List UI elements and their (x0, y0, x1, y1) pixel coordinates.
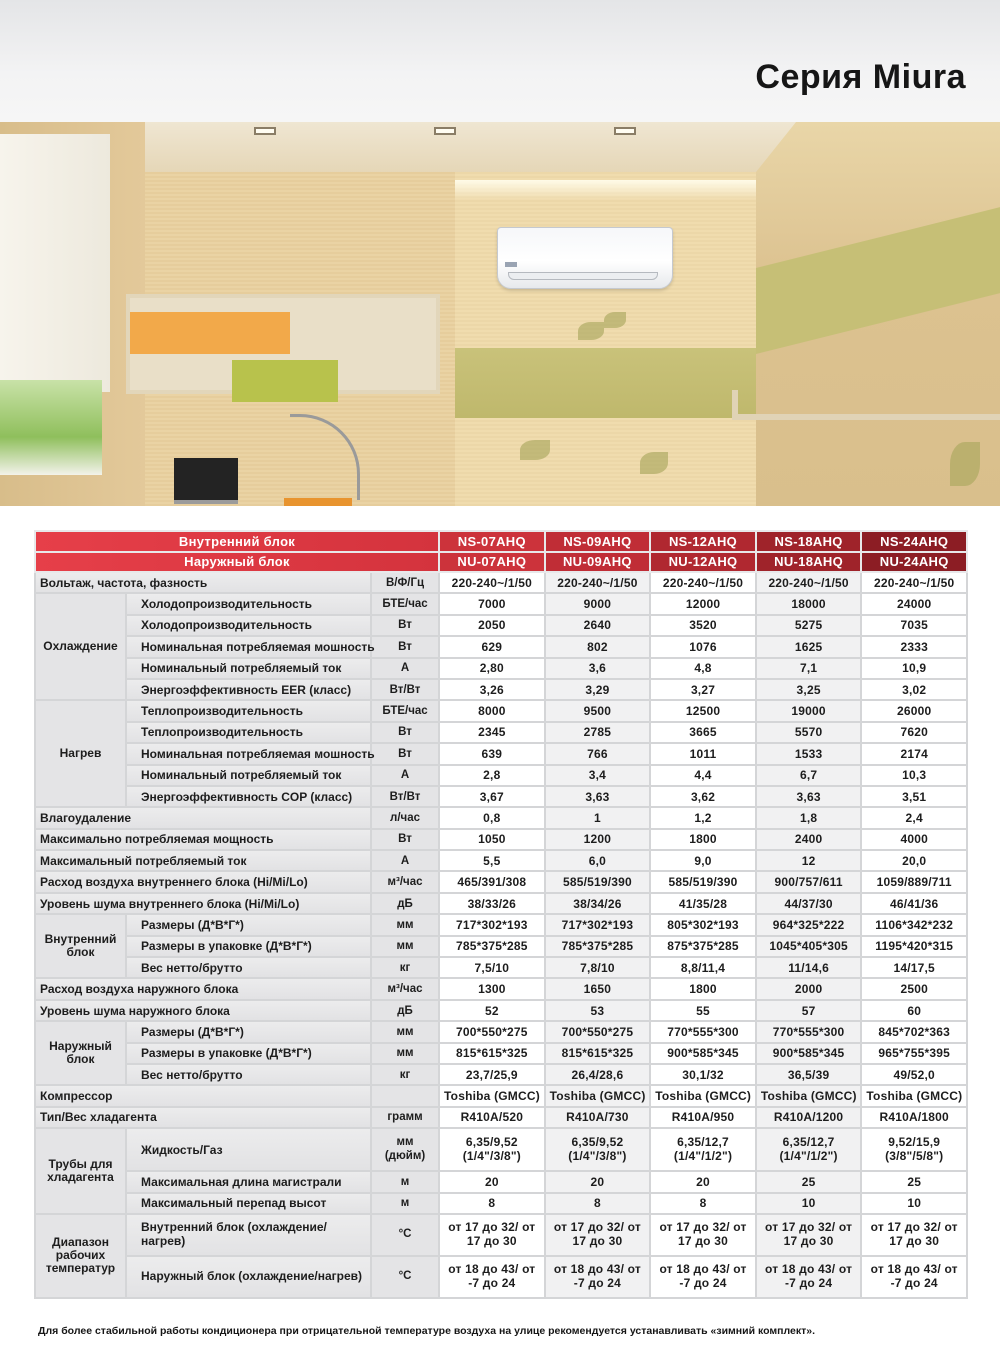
spec-value: 3665 (650, 722, 756, 743)
spec-value: 14/17,5 (861, 957, 967, 978)
model-outdoor: NU-12AHQ (650, 552, 756, 573)
spec-value: 6,35/12,7 (1/4"/1/2") (756, 1128, 862, 1171)
spec-label: Внутренний блок (охлаждение/нагрев) (126, 1214, 371, 1256)
spec-value: 6,35/12,7 (1/4"/1/2") (650, 1128, 756, 1171)
spec-unit: БТЕ/час (371, 700, 439, 721)
spec-value: 44/37/30 (756, 893, 862, 914)
spec-value: 1625 (756, 636, 862, 657)
window-with-plants (0, 380, 102, 475)
spec-value: 766 (545, 743, 651, 764)
spec-value: 20 (439, 1171, 545, 1192)
spec-value: 3,63 (756, 786, 862, 807)
ceiling-spotlight-icon (434, 127, 456, 135)
outdoor-unit-header: Наружный блок (35, 552, 439, 573)
spec-row (35, 1021, 967, 1042)
spec-value: 1050 (439, 829, 545, 850)
spec-row (35, 957, 967, 978)
group-label-heating: Нагрев (35, 700, 126, 807)
spec-value: 802 (545, 636, 651, 657)
spec-value: 585/519/390 (545, 871, 651, 892)
spec-value: 2,4 (861, 807, 967, 828)
bookshelf-orange-panel (130, 312, 290, 354)
bookshelf-green-panel (232, 360, 338, 402)
spec-value: 7,5/10 (439, 957, 545, 978)
spec-row (35, 743, 967, 764)
spec-unit (371, 1085, 439, 1106)
spec-unit: мм (371, 1043, 439, 1064)
spec-value: 1,2 (650, 807, 756, 828)
spec-value: 3,25 (756, 679, 862, 700)
spec-unit: л/час (371, 807, 439, 828)
leaf-pattern-icon (578, 322, 604, 340)
spec-label: Максимально потребляемая мощность (35, 829, 371, 850)
spec-value: 7,1 (756, 658, 862, 679)
spec-value: 5275 (756, 615, 862, 636)
spec-value: 2640 (545, 615, 651, 636)
spec-value: 1011 (650, 743, 756, 764)
spec-unit: м³/час (371, 978, 439, 999)
spec-label: Теплопроизводительность (126, 700, 371, 721)
spec-value: Toshiba (GMCC) (756, 1085, 862, 1106)
spec-row (35, 658, 967, 679)
spec-table (34, 530, 968, 1299)
spec-value: 5,5 (439, 850, 545, 871)
spec-value: 965*755*395 (861, 1043, 967, 1064)
spec-row (35, 829, 967, 850)
spec-value: 55 (650, 1000, 756, 1021)
ceiling-spotlight-icon (614, 127, 636, 135)
spec-unit: БТЕ/час (371, 593, 439, 614)
spec-label: Расход воздуха наружного блока (35, 978, 371, 999)
spec-unit: мм (371, 936, 439, 957)
spec-unit: кг (371, 957, 439, 978)
spec-row (35, 1171, 967, 1192)
spec-value: 9000 (545, 593, 651, 614)
spec-value: 38/34/26 (545, 893, 651, 914)
spec-unit: кг (371, 1064, 439, 1085)
spec-label: Вес нетто/брутто (126, 1064, 371, 1085)
spec-row (35, 593, 967, 614)
spec-value: от 18 до 43/ от -7 до 24 (650, 1256, 756, 1298)
model-outdoor: NU-07AHQ (439, 552, 545, 573)
spec-value: 3,6 (545, 658, 651, 679)
spec-value: 10 (861, 1193, 967, 1214)
spec-value: 700*550*275 (439, 1021, 545, 1042)
spec-value: 805*302*193 (650, 914, 756, 935)
spec-value: 2785 (545, 722, 651, 743)
spec-value: 7,8/10 (545, 957, 651, 978)
spec-label: Номинальный потребляемый ток (126, 765, 371, 786)
model-indoor: NS-07AHQ (439, 531, 545, 552)
spec-row (35, 871, 967, 892)
spec-label: Наружный блок (охлаждение/нагрев) (126, 1256, 371, 1298)
spec-row (35, 1085, 967, 1106)
spec-value: 785*375*285 (545, 936, 651, 957)
spec-unit: грамм (371, 1107, 439, 1128)
spec-value: 10 (756, 1193, 862, 1214)
spec-label: Компрессор (35, 1085, 371, 1106)
spec-value: 19000 (756, 700, 862, 721)
spec-label: Размеры (Д*В*Г*) (126, 914, 371, 935)
spec-unit: А (371, 765, 439, 786)
spec-value: 12 (756, 850, 862, 871)
ceiling-light-strip (455, 180, 760, 200)
spec-value: 465/391/308 (439, 871, 545, 892)
wall-shelf (732, 390, 1000, 420)
spec-value: 3,26 (439, 679, 545, 700)
spec-value: 2333 (861, 636, 967, 657)
spec-value: 2174 (861, 743, 967, 764)
spec-value: 24000 (861, 593, 967, 614)
spec-value: от 18 до 43/ от -7 до 24 (756, 1256, 862, 1298)
spec-value: 57 (756, 1000, 862, 1021)
spec-value: R410A/520 (439, 1107, 545, 1128)
spec-unit: Вт (371, 636, 439, 657)
spec-value: 8000 (439, 700, 545, 721)
spec-unit: м (371, 1193, 439, 1214)
spec-unit: Вт (371, 743, 439, 764)
model-indoor: NS-12AHQ (650, 531, 756, 552)
spec-row (35, 1064, 967, 1085)
spec-unit: °С (371, 1256, 439, 1298)
spec-value: 220-240~/1/50 (756, 572, 862, 593)
group-label-cooling: Охлаждение (35, 593, 126, 700)
spec-value: 1059/889/711 (861, 871, 967, 892)
spec-value: от 17 до 32/ от 17 до 30 (650, 1214, 756, 1256)
spec-value: R410A/1800 (861, 1107, 967, 1128)
spec-row (35, 1107, 967, 1128)
spec-value: 8,8/11,4 (650, 957, 756, 978)
spec-value: 9500 (545, 700, 651, 721)
spec-value: 18000 (756, 593, 862, 614)
spec-value: от 18 до 43/ от -7 до 24 (861, 1256, 967, 1298)
brand-logo-icon (505, 262, 517, 267)
spec-value: 11/14,6 (756, 957, 862, 978)
spec-row (35, 850, 967, 871)
spec-value: 20 (545, 1171, 651, 1192)
spec-row (35, 615, 967, 636)
spec-value: 60 (861, 1000, 967, 1021)
spec-value: 9,0 (650, 850, 756, 871)
spec-value: Toshiba (GMCC) (650, 1085, 756, 1106)
spec-row (35, 1256, 967, 1298)
spec-value: 1300 (439, 978, 545, 999)
spec-label: Расход воздуха внутреннего блока (Hi/Mi/Lo) (35, 871, 371, 892)
spec-value: 12000 (650, 593, 756, 614)
spec-unit: Вт/Вт (371, 679, 439, 700)
spec-unit: Вт (371, 615, 439, 636)
spec-value: 12500 (650, 700, 756, 721)
spec-value: 220-240~/1/50 (650, 572, 756, 593)
spec-value: 38/33/26 (439, 893, 545, 914)
spec-value: Toshiba (GMCC) (439, 1085, 545, 1106)
spec-value: 20,0 (861, 850, 967, 871)
spec-value: 220-240~/1/50 (545, 572, 651, 593)
spec-row (35, 572, 967, 593)
footnote: Для более стабильной работы кондиционера при отрицательной температуре воздуха на улице рекомендуется устанавливать «зимний комплект». (38, 1325, 815, 1337)
spec-label: Вольтаж, частота, фазность (35, 572, 371, 593)
spec-label: Размеры в упаковке (Д*В*Г*) (126, 1043, 371, 1064)
spec-value: 639 (439, 743, 545, 764)
spec-unit: А (371, 850, 439, 871)
spec-value: от 18 до 43/ от -7 до 24 (545, 1256, 651, 1298)
spec-value: 49/52,0 (861, 1064, 967, 1085)
spec-value: 3,29 (545, 679, 651, 700)
roller-blind (0, 134, 110, 392)
spec-value: 8 (545, 1193, 651, 1214)
spec-value: 10,9 (861, 658, 967, 679)
spec-value: 815*615*325 (545, 1043, 651, 1064)
spec-value: от 17 до 32/ от 17 до 30 (545, 1214, 651, 1256)
spec-value: Toshiba (GMCC) (545, 1085, 651, 1106)
spec-unit: °С (371, 1214, 439, 1256)
spec-label: Максимальный перепад высот (126, 1193, 371, 1214)
spec-value: 6,0 (545, 850, 651, 871)
spec-value: 585/519/390 (650, 871, 756, 892)
spec-value: 900/757/611 (756, 871, 862, 892)
spec-value: R410A/730 (545, 1107, 651, 1128)
spec-value: 2345 (439, 722, 545, 743)
spec-value: 20 (650, 1171, 756, 1192)
spec-value: 2400 (756, 829, 862, 850)
spec-row (35, 914, 967, 935)
spec-unit: мм (371, 1021, 439, 1042)
spec-value: 9,52/15,9 (3/8"/5/8") (861, 1128, 967, 1171)
spec-label: Номинальный потребляемый ток (126, 658, 371, 679)
spec-value: 2000 (756, 978, 862, 999)
spec-value: 6,7 (756, 765, 862, 786)
spec-value: 964*325*222 (756, 914, 862, 935)
spec-value: 3,27 (650, 679, 756, 700)
spec-label: Теплопроизводительность (126, 722, 371, 743)
spec-row (35, 807, 967, 828)
spec-unit: мм (371, 914, 439, 935)
spec-value: 220-240~/1/50 (861, 572, 967, 593)
group-label-indoor-unit: Внутренний блок (35, 914, 126, 978)
ceiling-spotlight-icon (254, 127, 276, 135)
spec-row (35, 1043, 967, 1064)
spec-unit: дБ (371, 893, 439, 914)
spec-label: Максимальная длина магистрали (126, 1171, 371, 1192)
spec-value: 7035 (861, 615, 967, 636)
spec-value: 770*555*300 (756, 1021, 862, 1042)
spec-row (35, 1128, 967, 1171)
leaf-pattern-icon (640, 452, 668, 474)
model-indoor: NS-24AHQ (861, 531, 967, 552)
green-wallpaper-band (455, 348, 760, 418)
spec-value: от 18 до 43/ от -7 до 24 (439, 1256, 545, 1298)
spec-value: 46/41/36 (861, 893, 967, 914)
spec-value: 7620 (861, 722, 967, 743)
spec-value: 1650 (545, 978, 651, 999)
spec-value: от 17 до 32/ от 17 до 30 (756, 1214, 862, 1256)
spec-label: Размеры в упаковке (Д*В*Г*) (126, 936, 371, 957)
spec-value: 2050 (439, 615, 545, 636)
spec-value: 875*375*285 (650, 936, 756, 957)
spec-value: Toshiba (GMCC) (861, 1085, 967, 1106)
spec-label: Тип/Вес хладагента (35, 1107, 371, 1128)
spec-value: 2500 (861, 978, 967, 999)
spec-label: Максимальный потребляемый ток (35, 850, 371, 871)
spec-row (35, 1000, 967, 1021)
spec-value: 220-240~/1/50 (439, 572, 545, 593)
spec-label: Размеры (Д*В*Г*) (126, 1021, 371, 1042)
spec-value: 7000 (439, 593, 545, 614)
header-row-indoor (35, 531, 967, 552)
spec-value: 900*585*345 (756, 1043, 862, 1064)
leaf-pattern-icon (950, 442, 980, 486)
spec-value: 4000 (861, 829, 967, 850)
spec-value: от 17 до 32/ от 17 до 30 (861, 1214, 967, 1256)
spec-value: 815*615*325 (439, 1043, 545, 1064)
spec-row (35, 1214, 967, 1256)
spec-value: 1800 (650, 829, 756, 850)
spec-unit: м (371, 1171, 439, 1192)
air-vent (508, 272, 658, 280)
spec-value: 1045*405*305 (756, 936, 862, 957)
spec-row (35, 722, 967, 743)
spec-unit: м³/час (371, 871, 439, 892)
spec-unit: В/Ф/Гц (371, 572, 439, 593)
spec-label: Холодопроизводительность (126, 593, 371, 614)
spec-row (35, 636, 967, 657)
spec-value: 1,8 (756, 807, 862, 828)
spec-value: 25 (756, 1171, 862, 1192)
spec-label: Жидкость/Газ (126, 1128, 371, 1171)
accent-wall (455, 172, 760, 506)
spec-value: 3,51 (861, 786, 967, 807)
spec-value: 1 (545, 807, 651, 828)
spec-unit: Вт (371, 829, 439, 850)
spec-value: 41/35/28 (650, 893, 756, 914)
model-indoor: NS-18AHQ (756, 531, 862, 552)
spec-value: R410A/950 (650, 1107, 756, 1128)
spec-value: 3520 (650, 615, 756, 636)
laptop-icon (174, 458, 238, 504)
spec-value: от 17 до 32/ от 17 до 30 (439, 1214, 545, 1256)
spec-label: Уровень шума внутреннего блока (Hi/Mi/Lo) (35, 893, 371, 914)
spec-value: 4,8 (650, 658, 756, 679)
spec-row (35, 679, 967, 700)
spec-value: 3,63 (545, 786, 651, 807)
spec-value: 900*585*345 (650, 1043, 756, 1064)
spec-value: R410A/1200 (756, 1107, 862, 1128)
spec-value: 629 (439, 636, 545, 657)
spec-value: 4,4 (650, 765, 756, 786)
spec-unit: Вт/Вт (371, 786, 439, 807)
spec-value: 1195*420*315 (861, 936, 967, 957)
spec-value: 3,02 (861, 679, 967, 700)
spec-value: 1533 (756, 743, 862, 764)
spec-value: 785*375*285 (439, 936, 545, 957)
spec-value: 717*302*193 (439, 914, 545, 935)
group-label-outdoor-unit: Наружный блок (35, 1021, 126, 1085)
spec-value: 3,62 (650, 786, 756, 807)
model-outdoor: NU-09AHQ (545, 552, 651, 573)
spec-value: 26,4/28,6 (545, 1064, 651, 1085)
indoor-unit-header: Внутренний блок (35, 531, 439, 552)
spec-value: 52 (439, 1000, 545, 1021)
spec-row (35, 786, 967, 807)
chair (284, 498, 352, 506)
spec-value: 1200 (545, 829, 651, 850)
spec-value: 8 (439, 1193, 545, 1214)
spec-value: 0,8 (439, 807, 545, 828)
page-title: Серия Miura (755, 58, 966, 96)
spec-value: 5570 (756, 722, 862, 743)
hero-illustration (0, 122, 1000, 506)
spec-label: Вес нетто/брутто (126, 957, 371, 978)
header-row-outdoor (35, 552, 967, 573)
spec-label: Энергоэффективность COP (класс) (126, 786, 371, 807)
spec-row (35, 1193, 967, 1214)
spec-unit: Вт (371, 722, 439, 743)
spec-value: 700*550*275 (545, 1021, 651, 1042)
spec-row (35, 978, 967, 999)
spec-value: 26000 (861, 700, 967, 721)
spec-unit: А (371, 658, 439, 679)
model-indoor: NS-09AHQ (545, 531, 651, 552)
spec-value: 30,1/32 (650, 1064, 756, 1085)
spec-value: 25 (861, 1171, 967, 1192)
air-conditioner-indoor-unit (497, 227, 673, 289)
group-label-pipes: Трубы для хладагента (35, 1128, 126, 1214)
spec-label: Уровень шума наружного блока (35, 1000, 371, 1021)
spec-value: 10,3 (861, 765, 967, 786)
spec-row (35, 765, 967, 786)
spec-value: 845*702*363 (861, 1021, 967, 1042)
leaf-pattern-icon (520, 440, 550, 460)
group-label-temp-range: Диапазон рабочих температур (35, 1214, 126, 1298)
spec-value: 770*555*300 (650, 1021, 756, 1042)
spec-value: 2,80 (439, 658, 545, 679)
leaf-pattern-icon (604, 312, 626, 328)
model-outdoor: NU-18AHQ (756, 552, 862, 573)
spec-row (35, 893, 967, 914)
spec-value: 23,7/25,9 (439, 1064, 545, 1085)
spec-value: 6,35/9,52 (1/4"/3/8") (439, 1128, 545, 1171)
spec-label: Влагоудаление (35, 807, 371, 828)
spec-value: 36,5/39 (756, 1064, 862, 1085)
spec-value: 1106*342*232 (861, 914, 967, 935)
model-outdoor: NU-24AHQ (861, 552, 967, 573)
spec-label: Номинальная потребляемая мошность (126, 743, 371, 764)
spec-value: 1800 (650, 978, 756, 999)
spec-value: 717*302*193 (545, 914, 651, 935)
spec-value: 2,8 (439, 765, 545, 786)
spec-label: Номинальная потребляемая мошность (126, 636, 371, 657)
spec-value: 1076 (650, 636, 756, 657)
spec-label: Холодопроизводительность (126, 615, 371, 636)
spec-value: 6,35/9,52 (1/4"/3/8") (545, 1128, 651, 1171)
spec-value: 53 (545, 1000, 651, 1021)
spec-value: 8 (650, 1193, 756, 1214)
spec-row (35, 700, 967, 721)
spec-unit: мм (дюйм) (371, 1128, 439, 1171)
spec-unit: дБ (371, 1000, 439, 1021)
spec-label: Энергоэффективность EER (класс) (126, 679, 371, 700)
spec-value: 3,4 (545, 765, 651, 786)
spec-value: 3,67 (439, 786, 545, 807)
spec-row (35, 936, 967, 957)
